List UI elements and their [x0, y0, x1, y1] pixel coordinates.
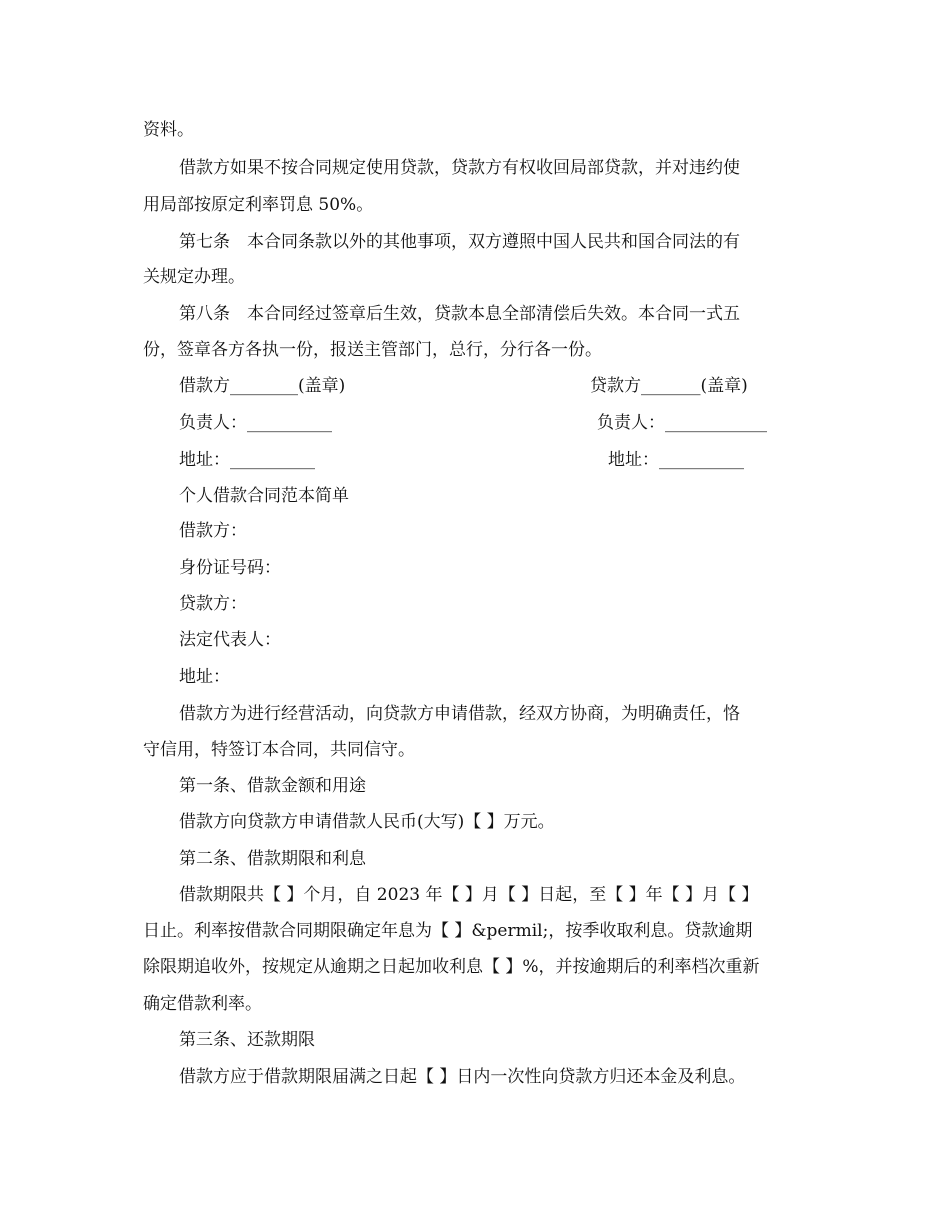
section-title: 个人借款合同范本简单 [179, 486, 349, 506]
field-borrower: 借款方： [179, 521, 247, 541]
paragraph-line: 借款方为进行经营活动，向贷款方申请借款，经双方协商，为明确责任，恪 [179, 704, 740, 724]
article-one-heading: 第一条、借款金额和用途 [179, 776, 366, 796]
article-eight-line: 第八条 本合同经过签章后生效，贷款本息全部清偿后失效。本合同一式五 [179, 304, 740, 324]
field-lender: 贷款方： [179, 594, 247, 614]
paragraph-line: 用局部按原定利率罚息 50%。 [143, 195, 374, 215]
lender-address: 地址：__________ [608, 450, 744, 470]
paragraph-line: 份，签章各方各执一份，报送主管部门，总行，分行各一份。 [143, 340, 602, 360]
lender-signature: 贷款方_______(盖章) [590, 376, 748, 396]
paragraph-line: 借款方向贷款方申请借款人民币(大写)【 】万元。 [179, 812, 555, 832]
paragraph-line: 守信用，特签订本合同，共同信守。 [143, 740, 415, 760]
paragraph-line: 借款方应于借款期限届满之日起【 】日内一次性向贷款方归还本金及利息。 [179, 1067, 746, 1087]
paragraph-line: 借款期限共【 】个月，自 2023 年【 】月【 】日起，至【 】年【 】月【 】 [179, 885, 759, 905]
paragraph-line: 除限期追收外，按规定从逾期之日起加收利息【 】%，并按逾期后的利率档次重新 [143, 957, 760, 977]
field-address: 地址： [179, 667, 230, 687]
borrower-signature: 借款方________(盖章) [179, 376, 346, 396]
paragraph-line: 确定借款利率。 [143, 994, 262, 1014]
paragraph-line: 借款方如果不按合同规定使用贷款，贷款方有权收回局部贷款，并对违约使 [179, 158, 740, 178]
borrower-responsible-person: 负责人：__________ [179, 413, 332, 433]
field-id-number: 身份证号码： [179, 558, 281, 578]
field-legal-rep: 法定代表人： [179, 630, 281, 650]
borrower-address: 地址：__________ [179, 450, 315, 470]
lender-responsible-person: 负责人：____________ [597, 413, 767, 433]
article-seven-line: 第七条 本合同条款以外的其他事项，双方遵照中国人民共和国合同法的有 [179, 232, 740, 252]
article-three-heading: 第三条、还款期限 [179, 1030, 315, 1050]
paragraph-line: 资料。 [143, 120, 194, 140]
paragraph-line: 日止。利率按借款合同期限确定年息为【 】&permil;，按季收取利息。贷款逾期 [143, 921, 753, 941]
paragraph-line: 关规定办理。 [143, 267, 245, 287]
article-two-heading: 第二条、借款期限和利息 [179, 849, 366, 869]
